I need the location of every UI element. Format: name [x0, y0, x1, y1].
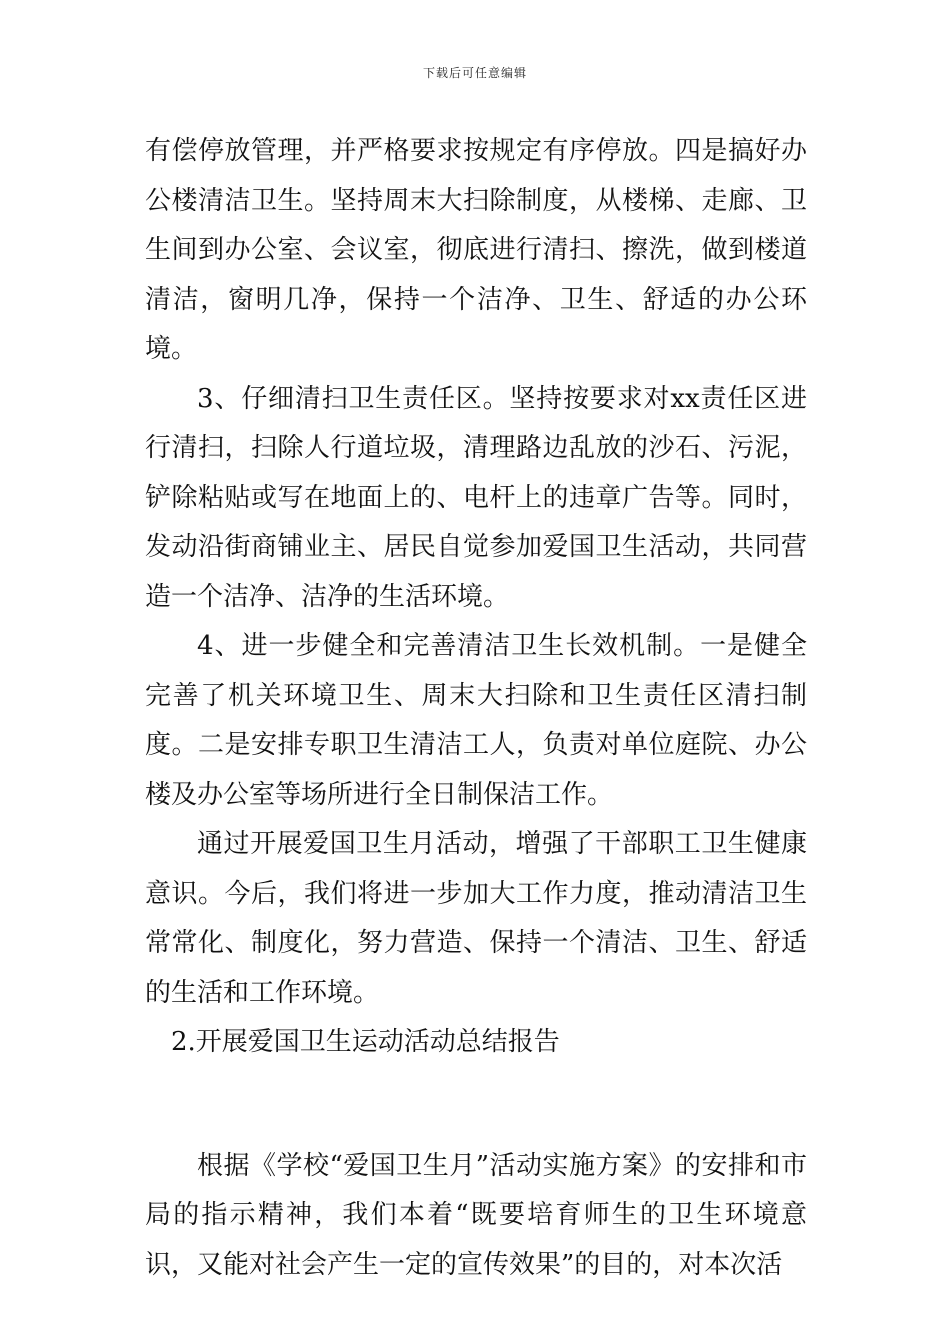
section-heading: 2.开展爱国卫生运动活动总结报告: [171, 1027, 560, 1057]
document-body: [145, 127, 807, 1290]
paragraph-item-4: 4、进一步健全和完善清洁卫生长效机制。一是健全完善了机关环境卫生、周末大扫除和卫生责任区清扫制度。二是安排专职卫生清洁工人，负责对单位庭院、办公楼及办公室等场所进行全日制保洁工作。: [145, 631, 807, 810]
paragraph-continuation: 有偿停放管理，并严格要求按规定有序停放。四是搞好办公楼清洁卫生。坚持周末大扫除制度，从楼梯、走廊、卫生间到办公室、会议室，彻底进行清扫、擦洗，做到楼道清洁，窗明几净，保持一个洁净、卫生、舒适的办公环境。: [145, 136, 807, 364]
page-header: 下载后可任意编辑: [422, 66, 527, 80]
paragraph-item-3: 3、仔细清扫卫生责任区。坚持按要求对xx责任区进行清扫，扫除人行道垃圾，清理路边乱放的沙石、污泥，铲除粘贴或写在地面上的、电杆上的违章广告等。同时，发动沿街商铺业主、居民自觉参加爱国卫生活动，共同营造一个洁净、洁净的生活环境。: [145, 383, 807, 612]
paragraph-conclusion: 通过开展爱国卫生月活动，增强了干部职工卫生健康意识。今后，我们将进一步加大工作力度，推动清洁卫生常常化、制度化，努力营造、保持一个清洁、卫生、舒适的生活和工作环境。: [145, 829, 807, 1008]
paragraph-section-intro: 根据《学校“爱国卫生月”活动实施方案》的安排和市局的指示精神，我们本着“既要培育师生的卫生环境意识，又能对社会产生一定的宣传效果”的目的，对本次活: [145, 1150, 807, 1280]
section-spacer: [145, 1068, 807, 1142]
